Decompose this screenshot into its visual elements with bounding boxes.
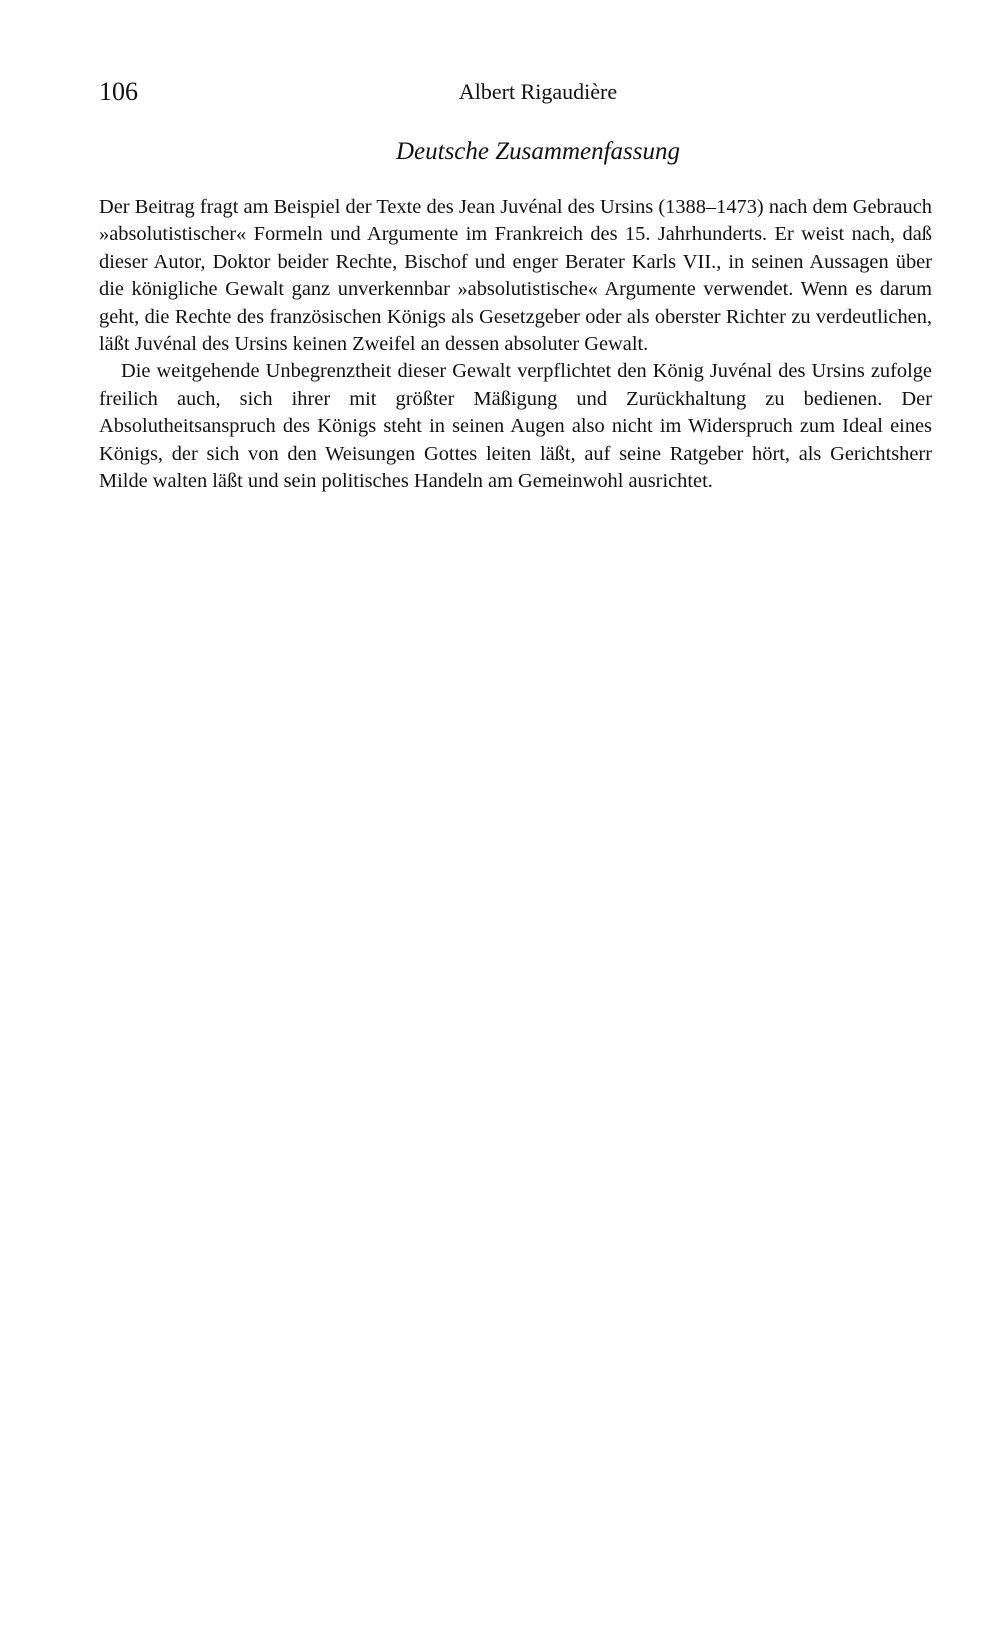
paragraph-1: Der Beitrag fragt am Beispiel der Texte des Jean Juvénal des Ursins (1388–1473) nach dem Gebrauch »absolutistischer« Formeln und Argumente im Frankreich des 15. Jahrhunderts. Er weist nach, daß dieser Autor, Doktor beider Rechte, Bischof und enger Berater Karls VII., in seinen Aussagen über die königliche Gewalt ganz unverkennbar »absolutistische« Argumente verwendet. Wenn es darum geht, die Rechte des französischen Königs als Gesetzgeber oder als oberster Richter zu verdeutlichen, läßt Juvénal des Ursins keinen Zweifel an dessen absoluter Gewalt.	[99, 196, 932, 356]
summary-body	[99, 194, 932, 495]
paragraph-2: Die weitgehende Unbegrenztheit dieser Gewalt verpflichtet den König Juvénal des Ursins zufolge freilich auch, sich ihrer mit größter Mäßigung und Zurückhaltung zu bedienen. Der Absolutheitsanspruch des Königs steht in seinen Augen also nicht im Widerspruch zum Ideal eines Königs, der sich von den Weisungen Gottes leiten läßt, auf seine Ratgeber hört, als Gerichtsherr Milde walten läßt und sein politisches Handeln am Gemeinwohl ausrichtet.	[99, 360, 932, 493]
page-number: 106	[99, 77, 138, 106]
running-head-author: Albert Rigaudière	[458, 79, 618, 104]
page-header	[99, 72, 929, 112]
section-title: Deutsche Zusammenfassung	[395, 138, 680, 165]
